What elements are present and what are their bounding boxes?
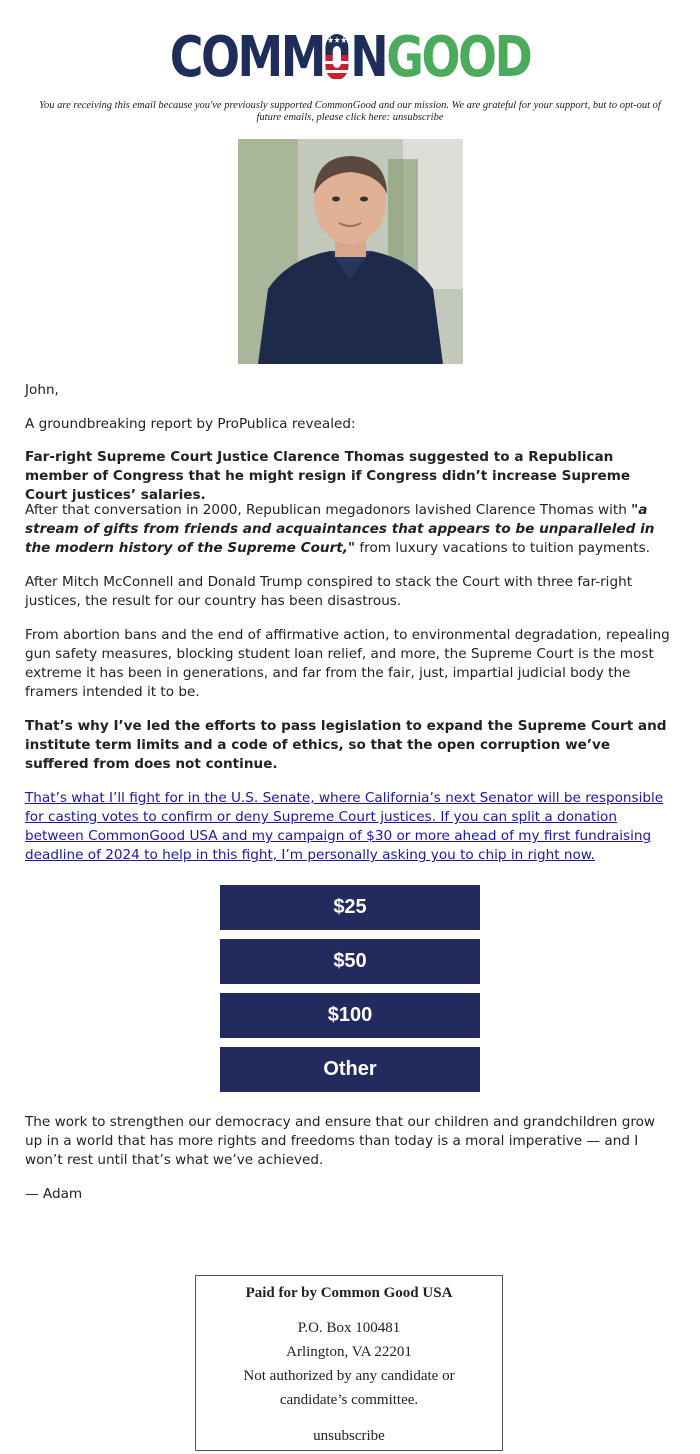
commongood-logo[interactable] (63, 25, 637, 90)
logo-text-common: COMM (169, 25, 325, 90)
paragraph-extreme-court: From abortion bans and the end of affirmative action, to environmental degradation, repealing gun safety measures, blocking student loan relief, and more, the Supreme Court is the most extreme it has been in generations, and far from the fair, just, impartial judicial body the framers intended it to be. (25, 627, 670, 700)
signoff: — Adam (25, 1186, 83, 1202)
donate-ask-link[interactable]: That’s what I’ll fight for in the U.S. Senate, where California’s next Senator will be responsible for casting votes to confirm or deny Supreme Court justices. If you can split a donation between CommonGood USA and my campaign of $30 or more ahead of my first fundraising deadline of 2024 to help in this fight, I’m personally asking you to chip in right now. (25, 790, 664, 863)
paragraph-intro: A groundbreaking report by ProPublica revealed: (25, 416, 356, 432)
flag-o-icon: ★★★ (326, 34, 349, 80)
donate-other-button[interactable]: Other (220, 1047, 480, 1092)
paid-for-label: Paid for by Common Good USA (245, 1285, 453, 1301)
logo-text-good: GOOD (386, 25, 531, 90)
donate-25-button[interactable]: $25 (220, 885, 480, 930)
address-line-1: P.O. Box 100481 (297, 1320, 401, 1336)
paragraph-thomas: Far-right Supreme Court Justice Clarence Thomas suggested to a Republican member of Congress that he might resign if Congress didn’t increase Supreme Court justices’ salaries. (25, 449, 631, 503)
paragraph-closing: The work to strengthen our democracy and ensure that our children and grandchildren grow up in a world that has more rights and freedoms than today is a moral imperative — and I won’t rest until that’s what we’ve achieved. (25, 1114, 656, 1168)
authorization-notice: Not authorized by any candidate or candidate’s committee. (243, 1368, 455, 1408)
donate-100-button[interactable]: $100 (220, 993, 480, 1038)
logo-text-n: N (350, 25, 387, 90)
optout-disclaimer: You are receiving this email because you've previously supported CommonGood and our mission. We are grateful for your support, but to opt-out of future emails, please click here: unsubscribe (39, 100, 661, 123)
paragraph-court-stacking: After Mitch McConnell and Donald Trump conspired to stack the Court with three far-right justices, the result for our country has been disastrous. (25, 574, 633, 609)
gifts-text-start: After that conversation in 2000, Republican megadonors lavished Clarence Thomas with (25, 502, 632, 518)
gifts-text-end: from luxury vacations to tuition payments. (355, 540, 650, 556)
donate-50-button[interactable]: $50 (220, 939, 480, 984)
portrait-illustration (238, 139, 463, 364)
paid-for-box (195, 1275, 503, 1451)
paragraph-legislation: That’s why I’ve led the efforts to pass legislation to expand the Supreme Court and institute term limits and a code of ethics, so that the open corruption we’ve suffered from does not continue. (25, 718, 667, 772)
gifts-quote: "a stream of gifts from friends and acquaintances that appears to be unparalleled in the modern history of the Supreme Court," (25, 502, 655, 556)
paragraph-gifts (25, 501, 675, 558)
candidate-photo (238, 139, 463, 364)
greeting: John, (25, 382, 59, 398)
unsubscribe-link[interactable]: unsubscribe (313, 1428, 385, 1444)
address-line-2: Arlington, VA 22201 (286, 1344, 412, 1360)
